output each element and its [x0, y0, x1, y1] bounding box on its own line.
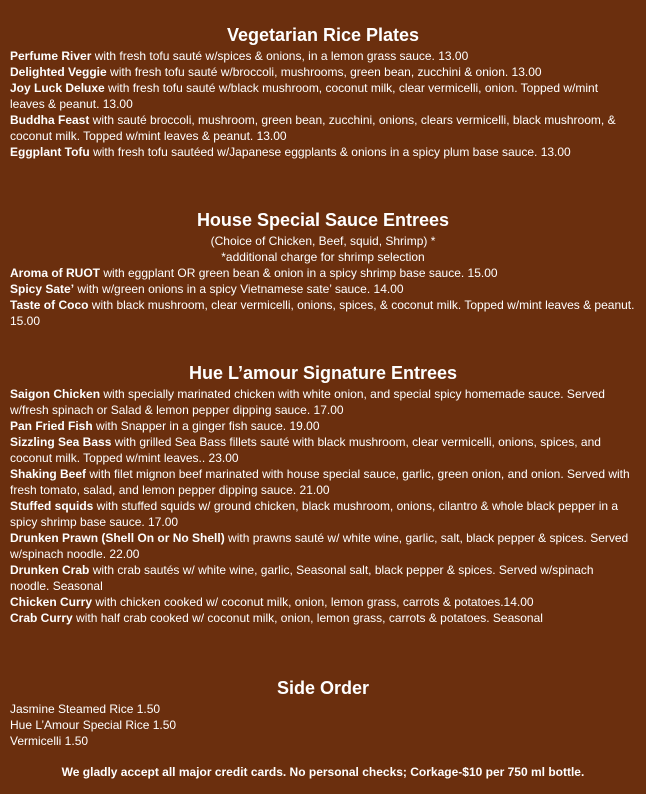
item-name: Pan Fried Fish — [10, 419, 93, 433]
item-name: Perfume River — [10, 49, 92, 63]
house-special-subtitle: (Choice of Chicken, Beef, squid, Shrimp) * — [210, 234, 436, 248]
item-name: Sizzling Sea Bass — [10, 435, 112, 449]
item-name: Taste of Coco — [10, 298, 89, 312]
item-desc: with fresh tofu sauté w/black mushroom, coconut milk, clear vermicelli, onion. Topped w/mint leaves & peanut. 13.00 — [10, 81, 599, 111]
item-desc: with fresh tofu sauté w/broccoli, mushrooms, green bean, zucchini & onion. 13.00 — [106, 65, 542, 79]
item-name: Spicy Sate’ — [10, 282, 75, 296]
item-desc: with grilled Sea Bass fillets sauté with black mushroom, clear vermicelli, onions, spices, and coconut milk. Topped w/mint leaves.. 23.00 — [10, 435, 601, 465]
menu-item — [10, 594, 636, 610]
vegetarian-title: Vegetarian Rice Plates — [226, 25, 420, 45]
side-item: Jasmine Steamed Rice 1.50 — [10, 702, 161, 716]
item-desc: with chicken cooked w/ coconut milk, onion, lemon grass, carrots & potatoes.14.00 — [92, 595, 534, 609]
item-name: Stuffed squids — [10, 499, 94, 513]
item-desc: with crab sautés w/ white wine, garlic, Seasonal salt, black pepper & spices. Served w/spinach noodle. Seasonal — [10, 563, 594, 593]
house-special-title: House Special Sauce Entrees — [196, 210, 450, 230]
side-item: Hue L’Amour Special Rice 1.50 — [10, 718, 177, 732]
menu-item — [10, 418, 636, 434]
item-desc: with stuffed squids w/ ground chicken, black mushroom, onions, cilantro & whole black pepper in a spicy shrimp base sauce. 17.00 — [10, 499, 619, 529]
menu-item — [10, 265, 636, 281]
item-name: Drunken Prawn (Shell On or No Shell) — [10, 531, 225, 545]
item-desc: with half crab cooked w/ coconut milk, onion, lemon grass, carrots & potatoes. Seasonal — [72, 611, 543, 625]
item-desc: with fresh tofu sautéed w/Japanese eggplants & onions in a spicy plum base sauce. 13.00 — [89, 145, 571, 159]
item-desc: with specially marinated chicken with white onion, and special spicy homemade sauce. Served w/fresh spinach or Salad & lemon pepper dipping sauce. 17.00 — [10, 387, 605, 417]
side-item: Vermicelli 1.50 — [10, 734, 89, 748]
item-name: Buddha Feast — [10, 113, 90, 127]
menu-item — [10, 297, 636, 329]
menu-item — [10, 80, 636, 112]
vegetarian-section — [10, 24, 636, 160]
item-name: Drunken Crab — [10, 563, 90, 577]
menu-item — [10, 530, 636, 562]
menu-item — [10, 434, 636, 466]
menu-item — [10, 48, 636, 64]
signature-section — [10, 362, 636, 626]
menu-item — [10, 144, 636, 160]
item-desc: with sauté broccoli, mushroom, green bean, zucchini, onions, clears vermicelli, black mushroom, & coconut milk. Topped w/mint leaves & peanut. 13.00 — [10, 113, 616, 143]
menu-item — [10, 562, 636, 594]
item-name: Shaking Beef — [10, 467, 87, 481]
menu-item — [10, 281, 636, 297]
shrimp-charge-note: *additional charge for shrimp selection — [221, 250, 425, 264]
item-desc: with Snapper in a ginger fish sauce. 19.00 — [92, 419, 320, 433]
signature-title: Hue L’amour Signature Entrees — [188, 363, 458, 383]
item-name: Crab Curry — [10, 611, 73, 625]
item-desc: with eggplant OR green bean & onion in a spicy shrimp base sauce. 15.00 — [100, 266, 498, 280]
side-order-title: Side Order — [276, 678, 370, 698]
item-name: Eggplant Tofu — [10, 145, 90, 159]
item-desc: with black mushroom, clear vermicelli, onions, spices, & coconut milk. Topped w/mint leaves & peanut. 15.00 — [10, 298, 635, 328]
vegetarian-items — [10, 48, 636, 160]
menu-item — [10, 112, 636, 144]
side-order-section — [10, 677, 636, 749]
menu-item — [10, 610, 636, 626]
menu-item — [10, 466, 636, 498]
menu-item — [10, 64, 636, 80]
item-name: Delighted Veggie — [10, 65, 107, 79]
menu-item — [10, 386, 636, 418]
item-desc: with fresh tofu sauté w/spices & onions, in a lemon grass sauce. 13.00 — [91, 49, 469, 63]
menu-item — [10, 498, 636, 530]
item-name: Aroma of RUOT — [10, 266, 100, 280]
item-name: Saigon Chicken — [10, 387, 101, 401]
house-special-section — [10, 209, 636, 329]
item-name: Chicken Curry — [10, 595, 93, 609]
item-desc: with w/green onions in a spicy Vietnamese sate’ sauce. 14.00 — [74, 282, 404, 296]
item-desc: with prawns sauté w/ white wine, garlic, salt, black pepper & spices. Served w/spinach noodle. 22.00 — [10, 531, 629, 561]
payment-policy-footer: We gladly accept all major credit cards. No personal checks; Corkage-$10 per 750 ml bottle. — [61, 765, 585, 779]
item-name: Joy Luck Deluxe — [10, 81, 105, 95]
item-desc: with filet mignon beef marinated with house special sauce, garlic, green onion, and onion. Served with fresh tomato, salad, and lemon pepper dipping sauce. 21.00 — [10, 467, 630, 497]
